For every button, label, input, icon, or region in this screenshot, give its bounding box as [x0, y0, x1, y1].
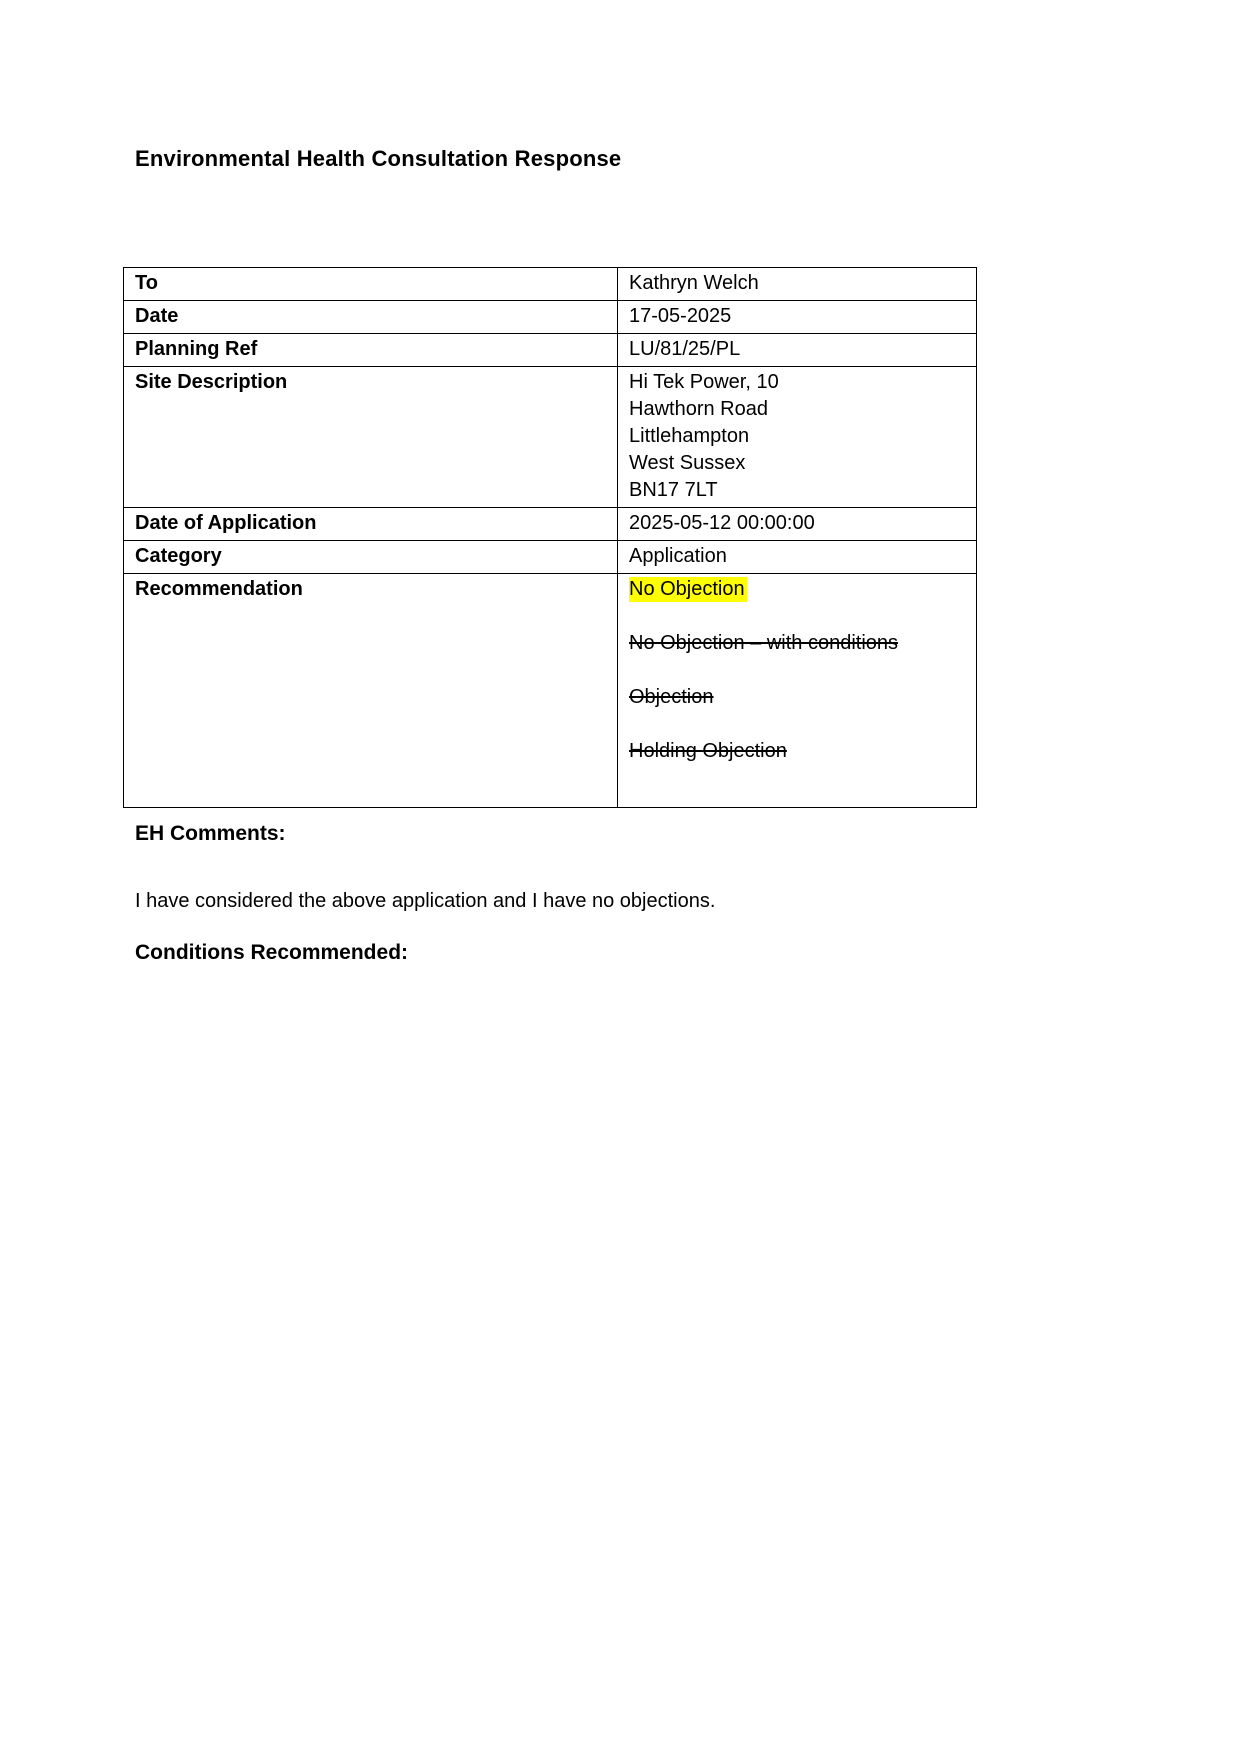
recommendation-value — [618, 574, 977, 808]
recommendation-selected-line — [629, 576, 965, 603]
table-row-date — [124, 301, 977, 334]
table-row-date-of-application — [124, 508, 977, 541]
table-row-recommendation — [124, 574, 977, 808]
category-value: Application — [618, 541, 977, 574]
to-label: To — [124, 268, 618, 301]
site-address-line: Littlehampton — [629, 425, 750, 447]
planning-ref-label: Planning Ref — [124, 334, 618, 367]
date-of-application-label: Date of Application — [124, 508, 618, 541]
eh-comments-text: I have considered the above application and I have no objections. — [135, 890, 716, 912]
site-description-label: Site Description — [124, 367, 618, 508]
spacer — [629, 603, 965, 630]
eh-comments-heading: EH Comments: — [135, 822, 286, 845]
document-title: Environmental Health Consultation Response — [135, 146, 622, 171]
recommendation-selected-highlight: No Objection — [629, 578, 745, 600]
site-address-line: West Sussex — [629, 452, 746, 474]
recommendation-label: Recommendation — [124, 574, 618, 808]
site-address-line: Hawthorn Road — [629, 398, 768, 420]
table-row-to — [124, 268, 977, 301]
consultation-info-table — [123, 267, 977, 808]
spacer — [629, 657, 965, 684]
planning-ref-value: LU/81/25/PL — [618, 334, 977, 367]
site-description-value — [618, 367, 977, 508]
to-value: Kathryn Welch — [618, 268, 977, 301]
table-row-site-description — [124, 367, 977, 508]
spacer — [629, 711, 965, 738]
table-row-planning-ref — [124, 334, 977, 367]
site-address-line: BN17 7LT — [629, 479, 718, 501]
recommendation-option-struck: No Objection – with conditions — [629, 632, 899, 654]
recommendation-option-struck: Holding Objection — [629, 740, 787, 762]
recommendation-option-struck: Objection — [629, 686, 714, 708]
table-row-category — [124, 541, 977, 574]
category-label: Category — [124, 541, 618, 574]
conditions-recommended-heading: Conditions Recommended: — [135, 941, 409, 964]
site-address-line: Hi Tek Power, 10 — [629, 371, 779, 393]
date-of-application-value: 2025-05-12 00:00:00 — [618, 508, 977, 541]
date-label: Date — [124, 301, 618, 334]
date-value: 17-05-2025 — [618, 301, 977, 334]
